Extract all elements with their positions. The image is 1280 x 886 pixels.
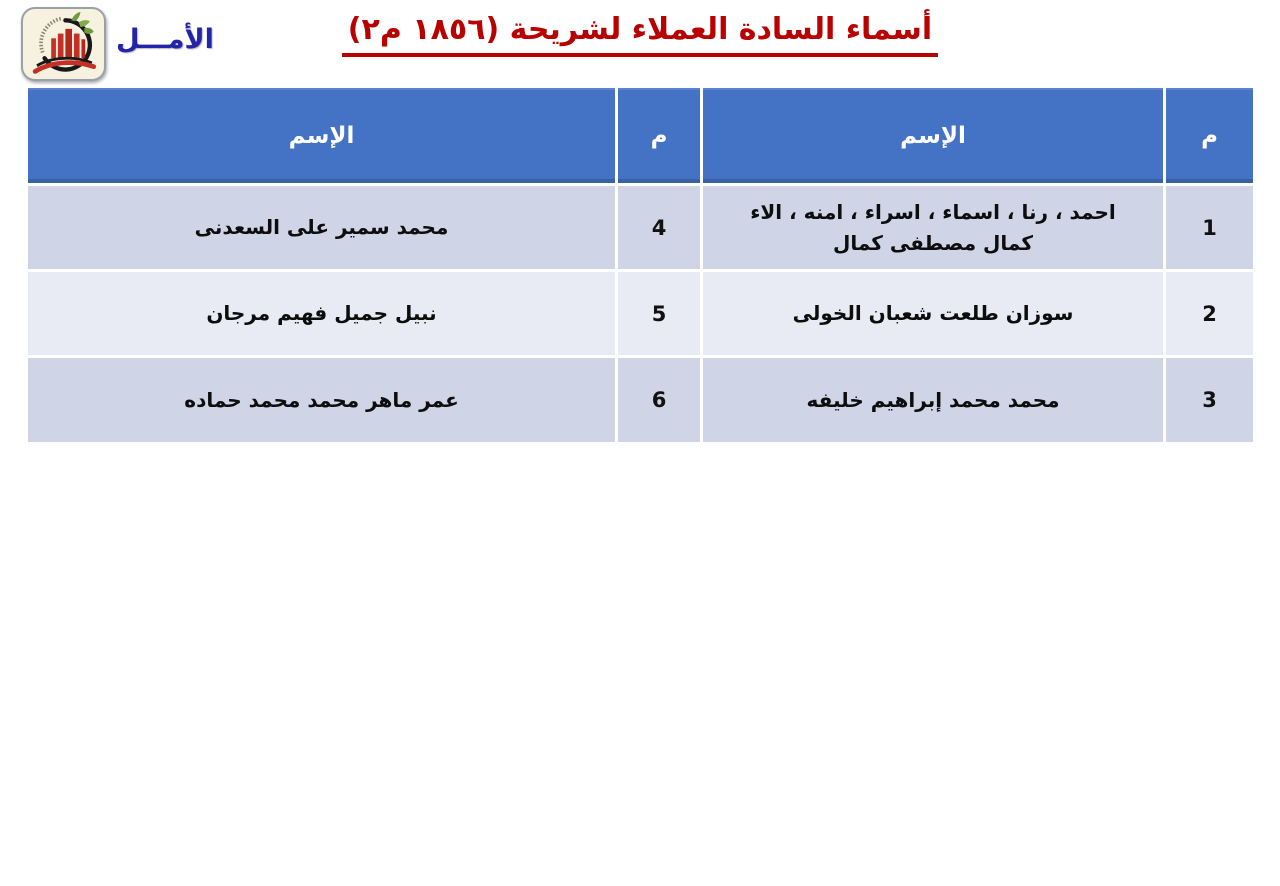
column-header-name-left: الإسم — [28, 88, 615, 183]
cell-name-1: احمد ، رنا ، اسماء ، اسراء ، امنه ، الاء كمال مصطفى كمال — [703, 186, 1163, 269]
cell-num-5: 5 — [618, 272, 700, 355]
cell-name-2: سوزان طلعت شعبان الخولى — [703, 272, 1163, 355]
title-wrap — [0, 10, 1280, 57]
cell-num-1: 1 — [1166, 186, 1253, 269]
brand-text: الأمـــل — [116, 24, 214, 55]
page-title: أسماء السادة العملاء لشريحة (١٨٥٦ م٢) — [342, 10, 938, 57]
cell-num-6: 6 — [618, 358, 700, 442]
clients-table — [28, 88, 1253, 442]
cell-num-2: 2 — [1166, 272, 1253, 355]
cell-num-4: 4 — [618, 186, 700, 269]
cell-name-4: محمد سمير على السعدنى — [28, 186, 615, 269]
column-header-name-right: الإسم — [703, 88, 1163, 183]
cell-name-6: عمر ماهر محمد محمد حماده — [28, 358, 615, 442]
top-header — [0, 0, 1280, 88]
cell-name-5: نبيل جميل فهيم مرجان — [28, 272, 615, 355]
cell-num-3: 3 — [1166, 358, 1253, 442]
cell-name-3: محمد محمد إبراهيم خليفه — [703, 358, 1163, 442]
column-header-num-right: م — [1166, 88, 1253, 183]
column-header-num-left: م — [618, 88, 700, 183]
